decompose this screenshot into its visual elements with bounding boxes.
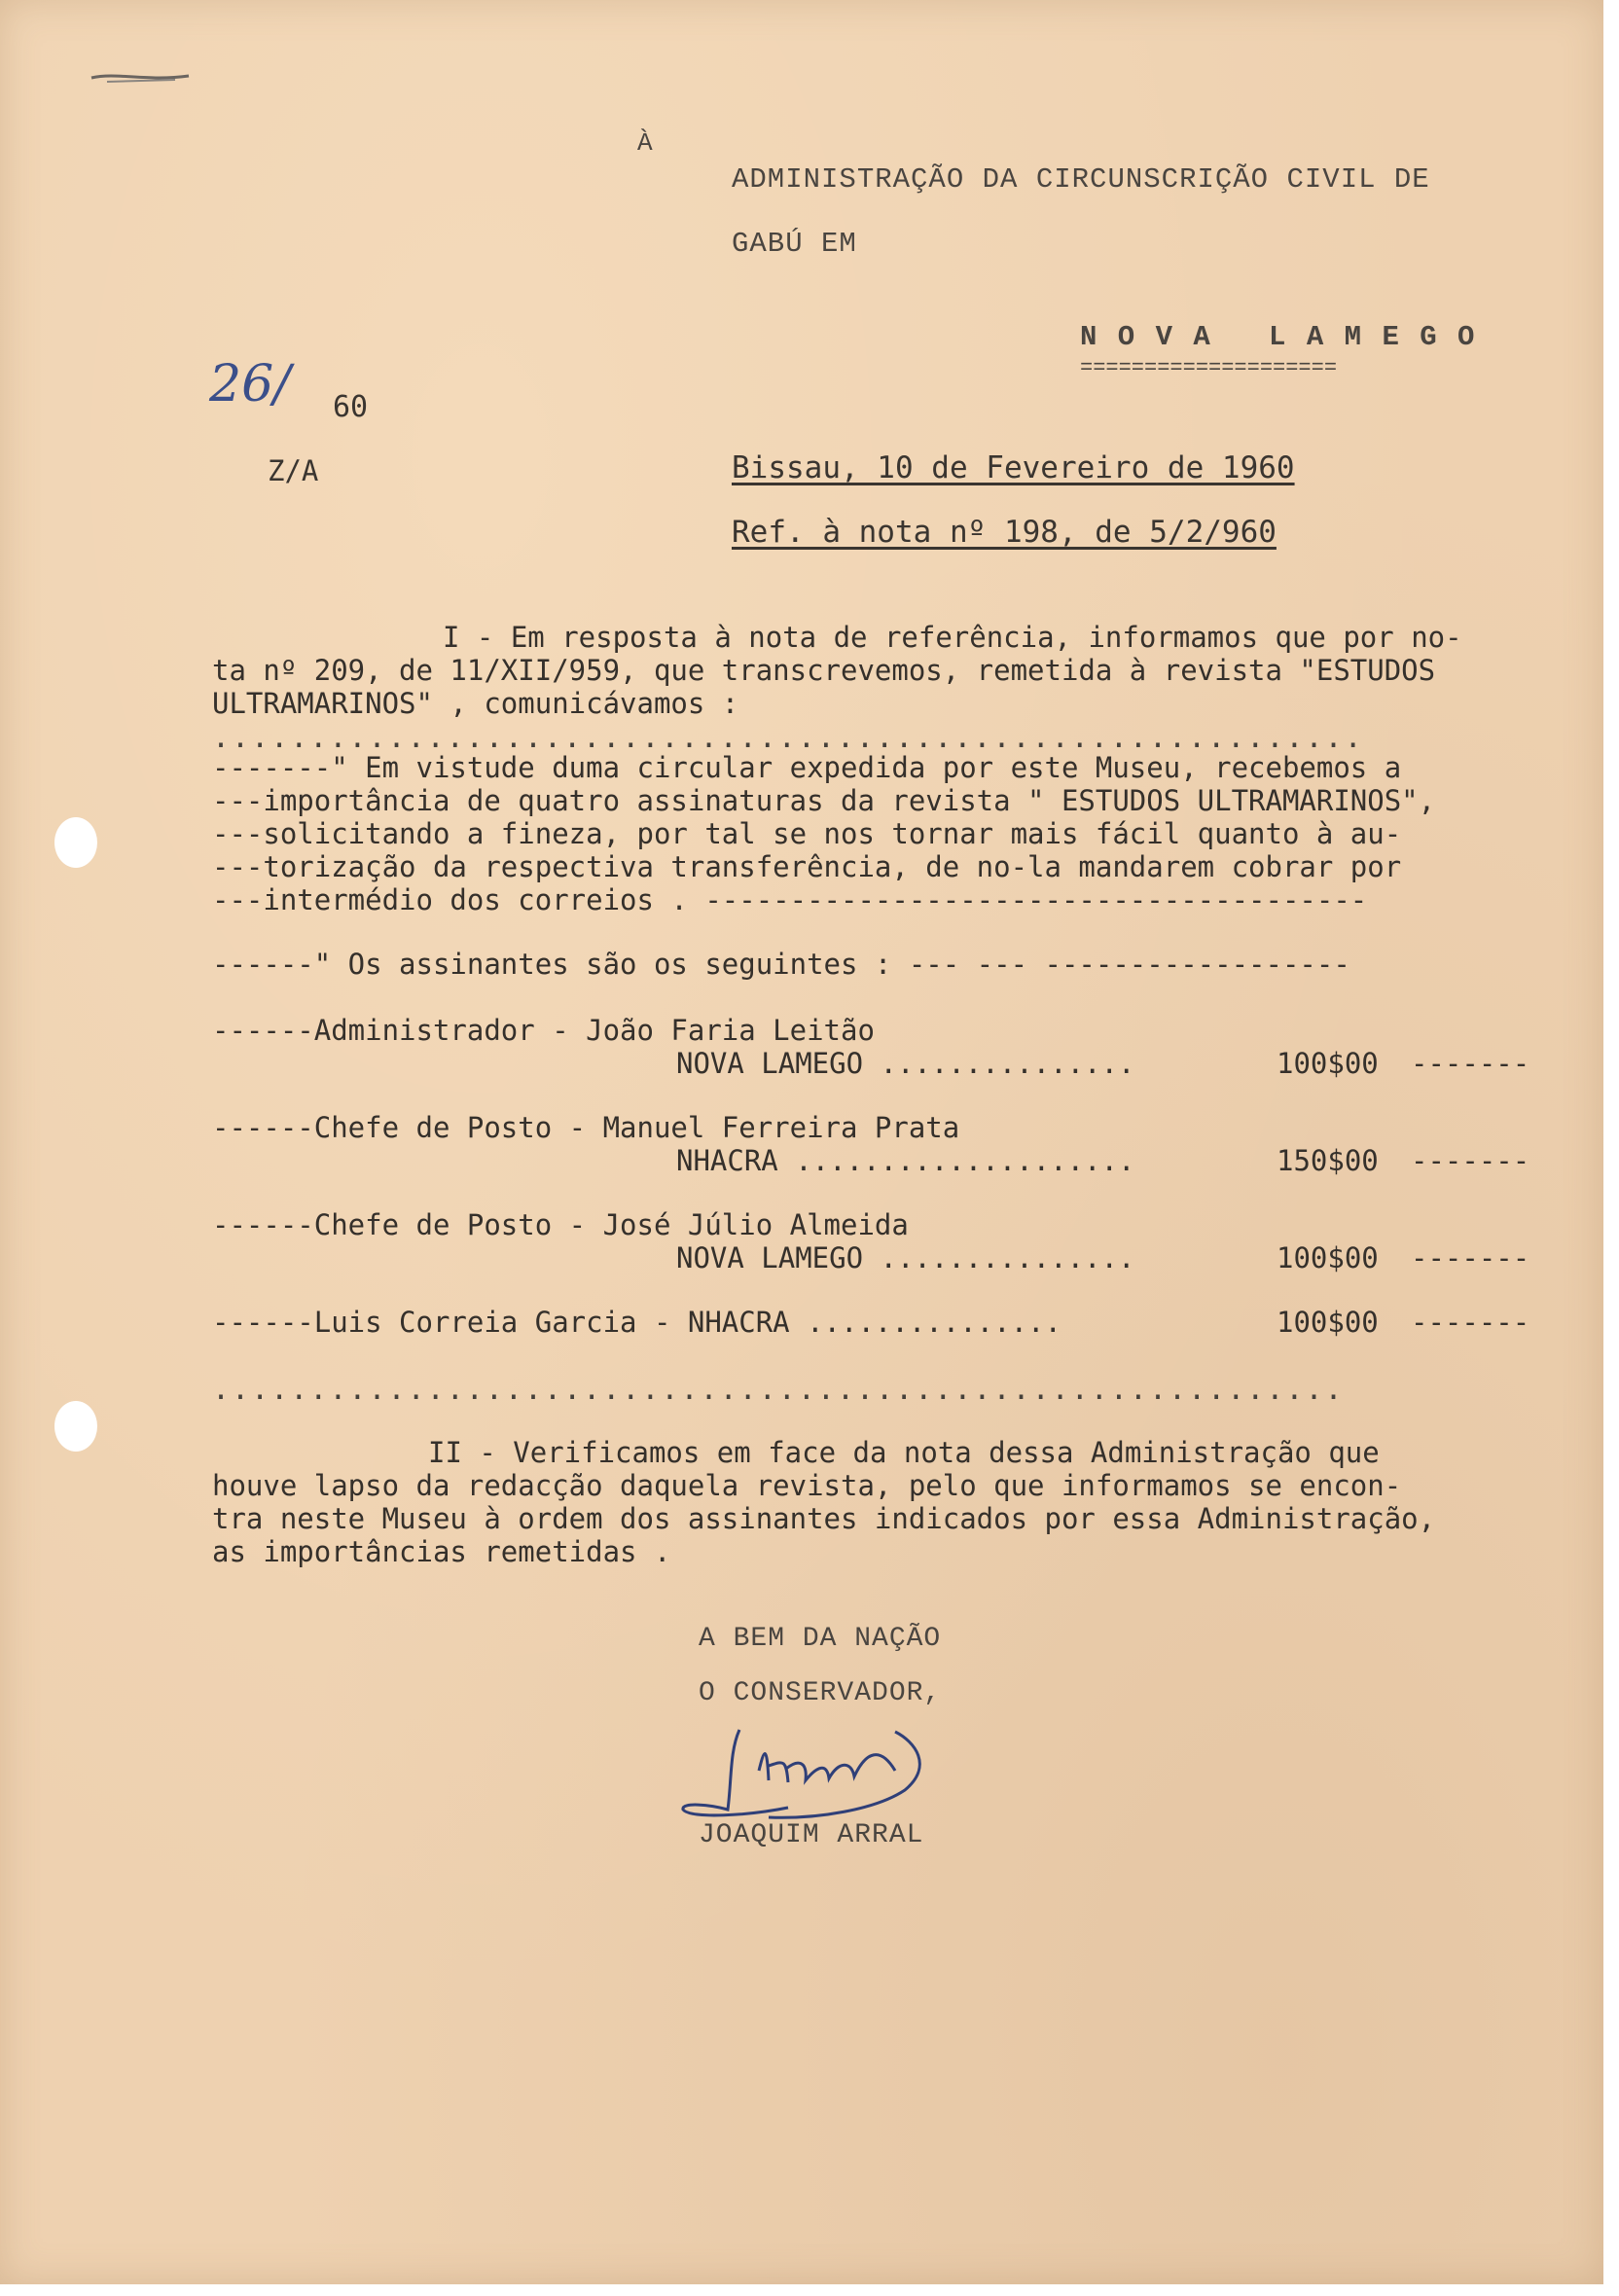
- signatory-name: JOAQUIM ARRAL: [699, 1820, 924, 1850]
- punch-hole-top: [54, 817, 97, 868]
- subscriber-3-amount: 100$00: [1277, 1241, 1379, 1274]
- subscriber-1-name: ------Administrador - João Faria Leitão: [212, 1014, 875, 1047]
- quote-line-5: ---intermédio dos correios . ---------------------------------------: [212, 883, 1368, 916]
- ref-line: Ref. à nota nº 198, de 5/2/960: [732, 515, 1277, 550]
- para2-line-2: houve lapso da redacção daquela revista, pelo que informamos se encon-: [212, 1469, 1402, 1502]
- recipient-line-2: GABÚ EM: [732, 228, 857, 260]
- subscriber-3-place: NOVA LAMEGO ...............: [676, 1241, 1135, 1274]
- para2-line-4: as importâncias remetidas .: [212, 1535, 671, 1568]
- quote-line-4: ---torização da respectiva transferência, de no-la mandarem cobrar por: [212, 850, 1402, 883]
- city-name: N O V A L A M E G O: [1080, 321, 1477, 353]
- subscriber-3-name: ------Chefe de Posto - José Júlio Almeida: [212, 1208, 909, 1241]
- recipient-line-1: ADMINISTRAÇÃO DA CIRCUNSCRIÇÃO CIVIL DE: [732, 163, 1430, 196]
- handwritten-number: 26/: [209, 355, 291, 413]
- quote-line-2: ---importância de quatro assinaturas da revista " ESTUDOS ULTRAMARINOS",: [212, 784, 1436, 817]
- subscriber-2-amount: 150$00: [1277, 1144, 1379, 1177]
- para2-line-1: II - Verificamos em face da nota dessa Administração que: [428, 1436, 1380, 1469]
- subscriber-4-amount: 100$00: [1277, 1306, 1379, 1339]
- subscriber-4-tail: -------: [1411, 1306, 1530, 1339]
- closing-title: O CONSERVADOR,: [699, 1678, 942, 1708]
- para1-line-1: I - Em resposta à nota de referência, informamos que por no-: [443, 621, 1462, 654]
- typed-number: 60: [333, 390, 369, 424]
- subscriber-4-name: ------Luis Correia Garcia - NHACRA ...............: [212, 1306, 1061, 1339]
- dotted-separator-top: ...........................................................: [212, 722, 1364, 755]
- signature: [671, 1712, 983, 1829]
- quote-line-1: -------" Em vistude duma circular expedida por este Museu, recebemos a: [212, 751, 1402, 784]
- recipient-prefix: À: [637, 128, 654, 158]
- quote-line-3: ---solicitando a fineza, por tal se nos tornar mais fácil quanto à au-: [212, 817, 1402, 850]
- subscriber-2-tail: -------: [1411, 1144, 1530, 1177]
- date-line: Bissau, 10 de Fevereiro de 1960: [732, 450, 1295, 485]
- closing-salutation: A BEM DA NAÇÃO: [699, 1624, 942, 1654]
- subscribers-intro: ------" Os assinantes são os seguintes : --- --- ------------------: [212, 948, 1350, 981]
- reference-code: Z/A: [268, 454, 319, 487]
- para1-line-2: ta nº 209, de 11/XII/959, que transcrevemos, remetida à revista "ESTUDOS: [212, 654, 1436, 687]
- subscriber-2-name: ------Chefe de Posto - Manuel Ferreira Prata: [212, 1111, 960, 1144]
- subscriber-1-tail: -------: [1411, 1047, 1530, 1080]
- punch-hole-bottom: [54, 1401, 97, 1452]
- dotted-separator-bottom: ..........................................................: [212, 1374, 1345, 1407]
- para1-line-3: ULTRAMARINOS" , comunicávamos :: [212, 687, 739, 720]
- subscriber-1-amount: 100$00: [1277, 1047, 1379, 1080]
- para2-line-3: tra neste Museu à ordem dos assinantes indicados por essa Administração,: [212, 1502, 1436, 1535]
- subscriber-3-tail: -------: [1411, 1241, 1530, 1274]
- subscriber-1-place: NOVA LAMEGO ...............: [676, 1047, 1135, 1080]
- city-rule: ====================: [1080, 356, 1338, 380]
- staple-mark: [88, 68, 195, 88]
- subscriber-2-place: NHACRA ....................: [676, 1144, 1135, 1177]
